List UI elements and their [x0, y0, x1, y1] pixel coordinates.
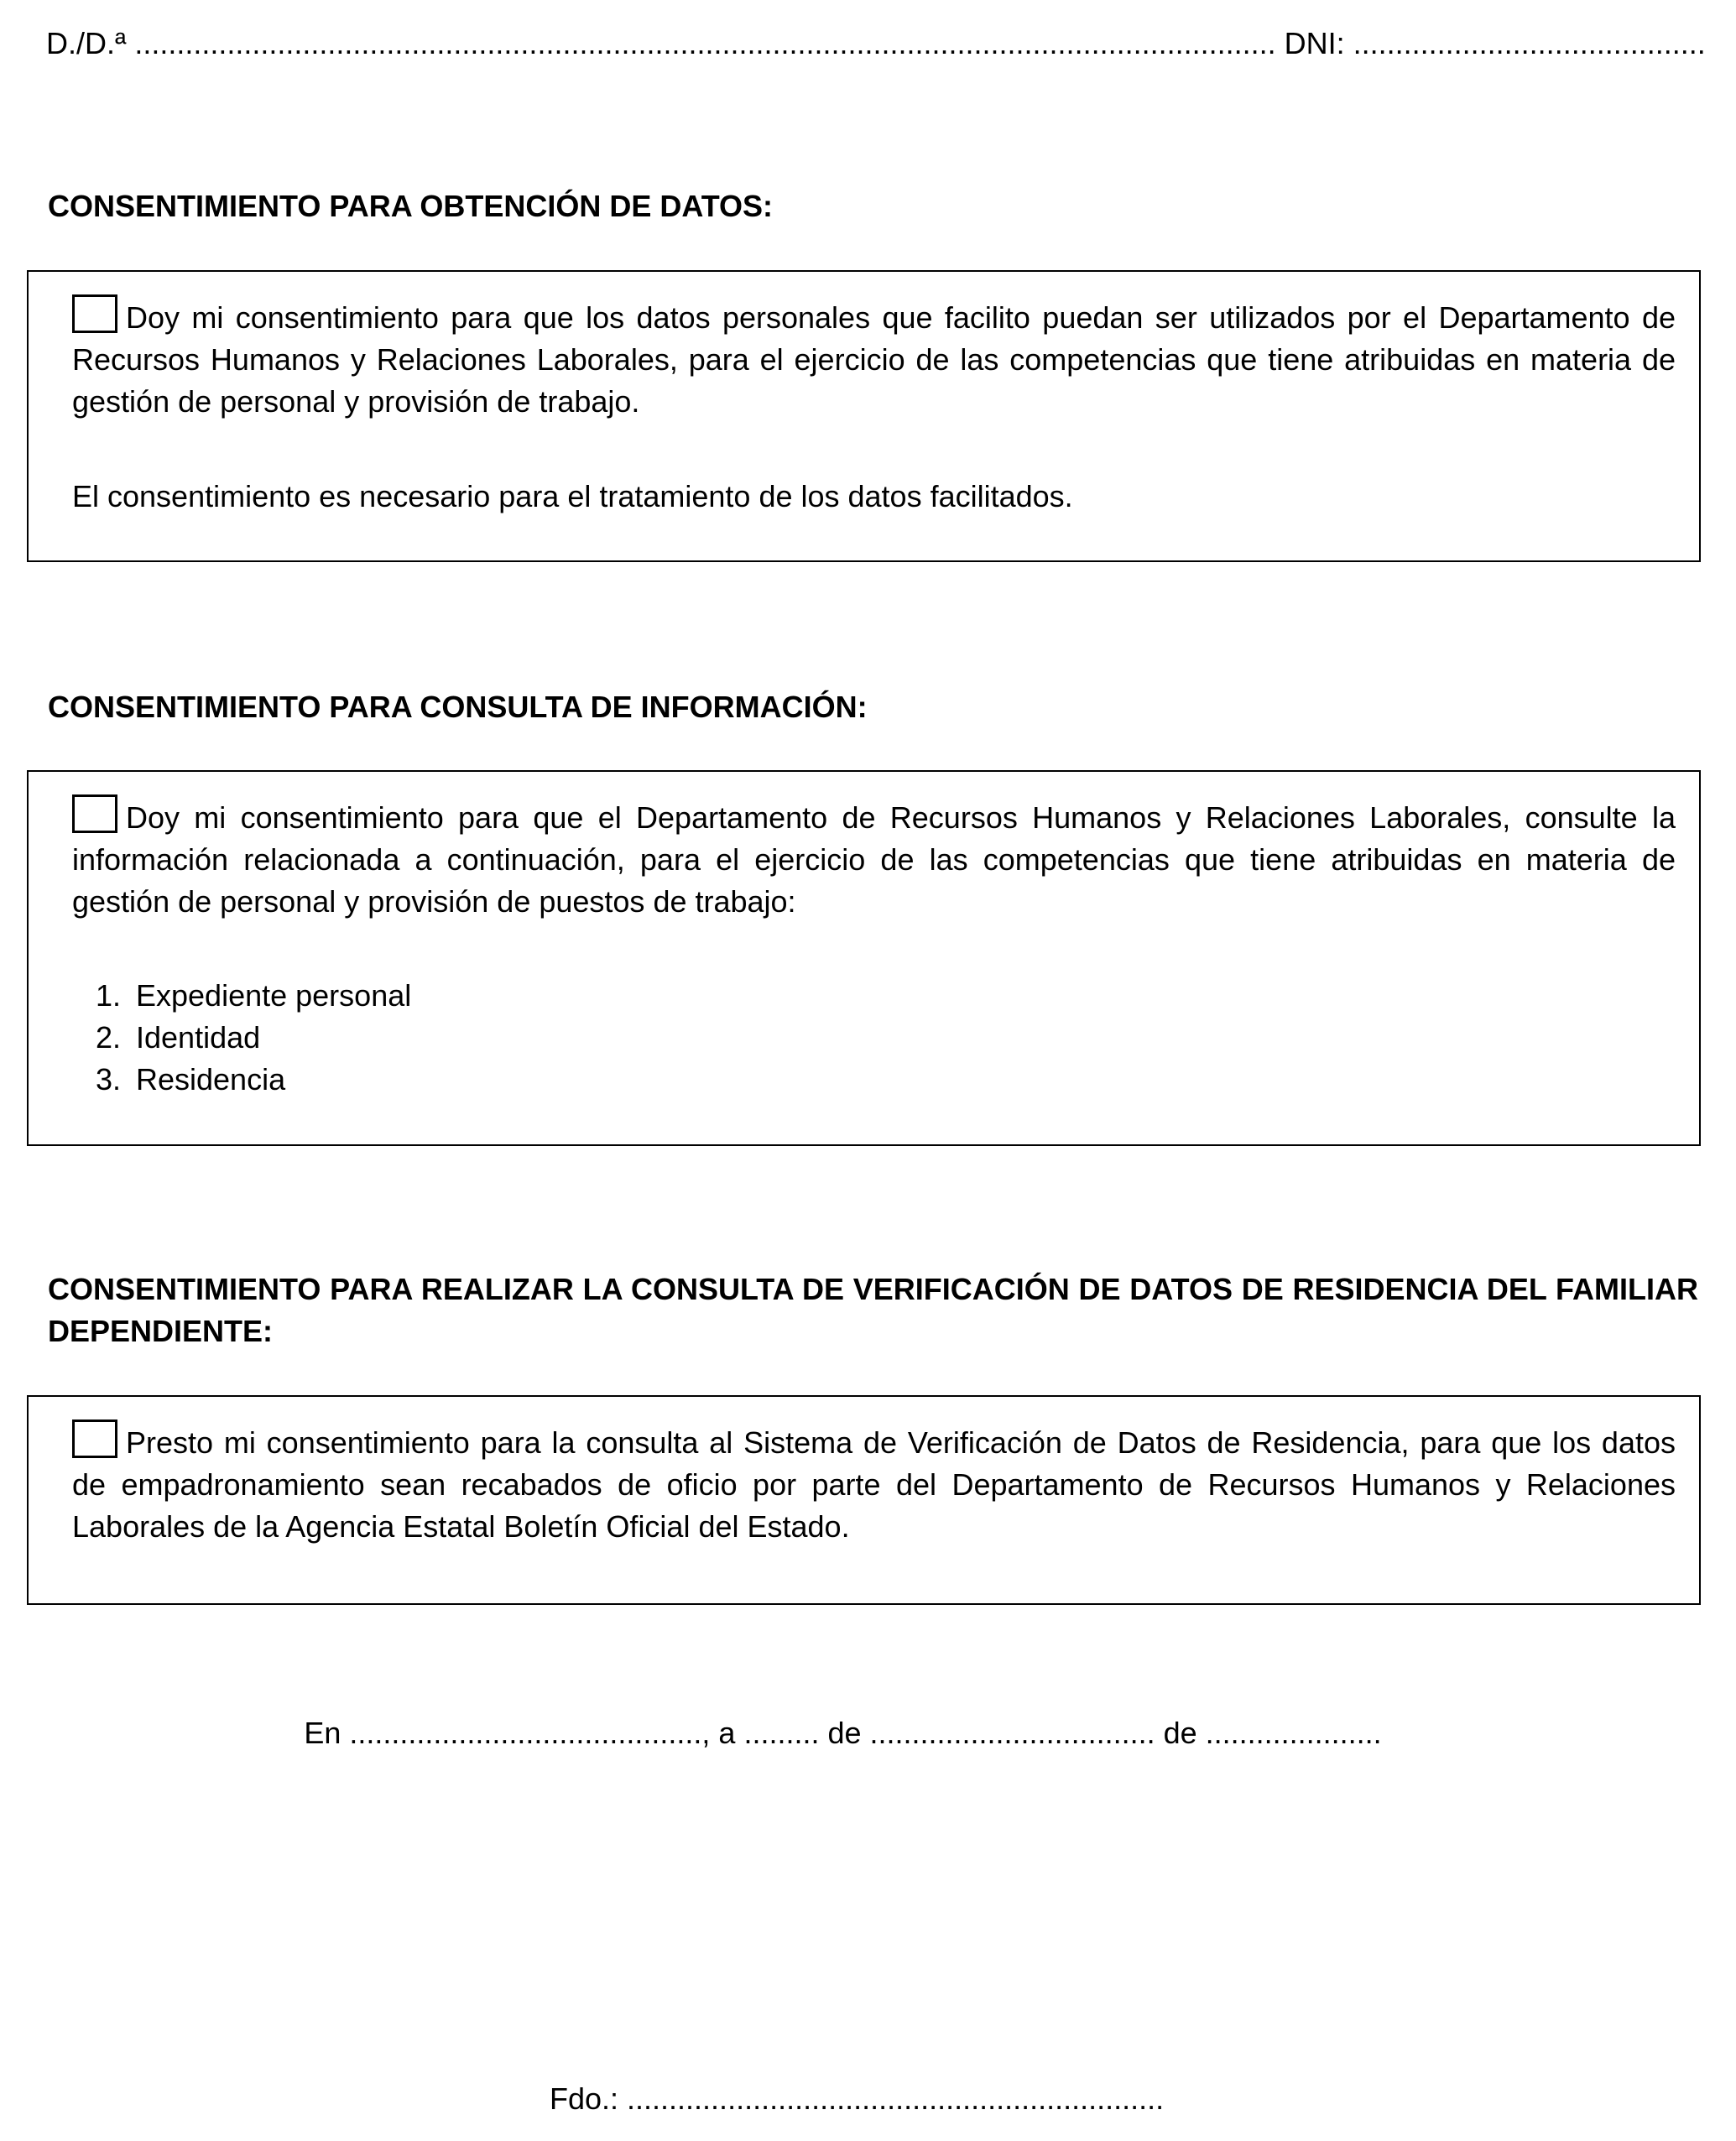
list-item: 2. Identidad — [96, 1020, 261, 1055]
place-date-line[interactable]: En .........................................., a ......... de .................................. de ..................... — [304, 1716, 1382, 1750]
list-item: 1. Expediente personal — [96, 978, 412, 1013]
consent-paragraph: Doy mi consentimiento para que los datos personales que facilito puedan ser utilizados por el Departamento de Recursos Humanos y Relaciones Laborales, para el ejercicio de las competencias que tiene atribuidas en materia de gestión de personal y provisión de trabajo. — [72, 300, 1676, 419]
consent-paragraph: Doy mi consentimiento para que el Departamento de Recursos Humanos y Relaciones Laborales, consulte la información relacionada a continuación, para el ejercicio de las competencias que tiene atribuidas en materia de gestión de personal y provisión de puestos de trabajo: — [72, 800, 1676, 919]
consent-text-consulta — [72, 794, 1676, 923]
consent-box-consulta — [27, 770, 1701, 1146]
list-item: 3. Residencia — [96, 1062, 286, 1097]
checkbox-consulta[interactable] — [72, 794, 117, 833]
section-heading-obtencion: CONSENTIMIENTO PARA OBTENCIÓN DE DATOS: — [48, 189, 774, 223]
consent-box-residencia — [27, 1395, 1701, 1605]
checkbox-residencia[interactable] — [72, 1420, 117, 1458]
checkbox-obtencion[interactable] — [72, 294, 117, 333]
consent-text-obtencion — [72, 294, 1676, 423]
name-field[interactable]: ........................................................................................................................................ — [134, 26, 1276, 60]
info-list — [96, 975, 411, 1101]
section-heading-consulta: CONSENTIMIENTO PARA CONSULTA DE INFORMACIÓN: — [48, 690, 868, 724]
section-heading-residencia: CONSENTIMIENTO PARA REALIZAR LA CONSULTA DE VERIFICACIÓN DE DATOS DE RESIDENCIA DEL FAMILIAR DEPENDIENTE: — [48, 1272, 1698, 1348]
signature-line[interactable]: Fdo.: ................................................................ — [550, 2081, 1165, 2116]
consent-text-residencia — [72, 1420, 1676, 1548]
consent-note: El consentimiento es necesario para el tratamiento de los datos facilitados. — [72, 479, 1073, 513]
consent-paragraph: Presto mi consentimiento para la consulta al Sistema de Verificación de Datos de Residencia, para que los datos de empadronamiento sean recabados de oficio por parte del Departamento de Recursos Humanos y Relaciones Laborales de la Agencia Estatal Boletín Oficial del Estado. — [72, 1425, 1676, 1544]
name-label: D./D.ª — [46, 26, 127, 60]
name-dni-line — [46, 23, 1706, 64]
dni-label: DNI: — [1284, 26, 1345, 60]
dni-field[interactable]: .......................................... — [1353, 26, 1706, 60]
consent-box-obtencion — [27, 270, 1701, 562]
